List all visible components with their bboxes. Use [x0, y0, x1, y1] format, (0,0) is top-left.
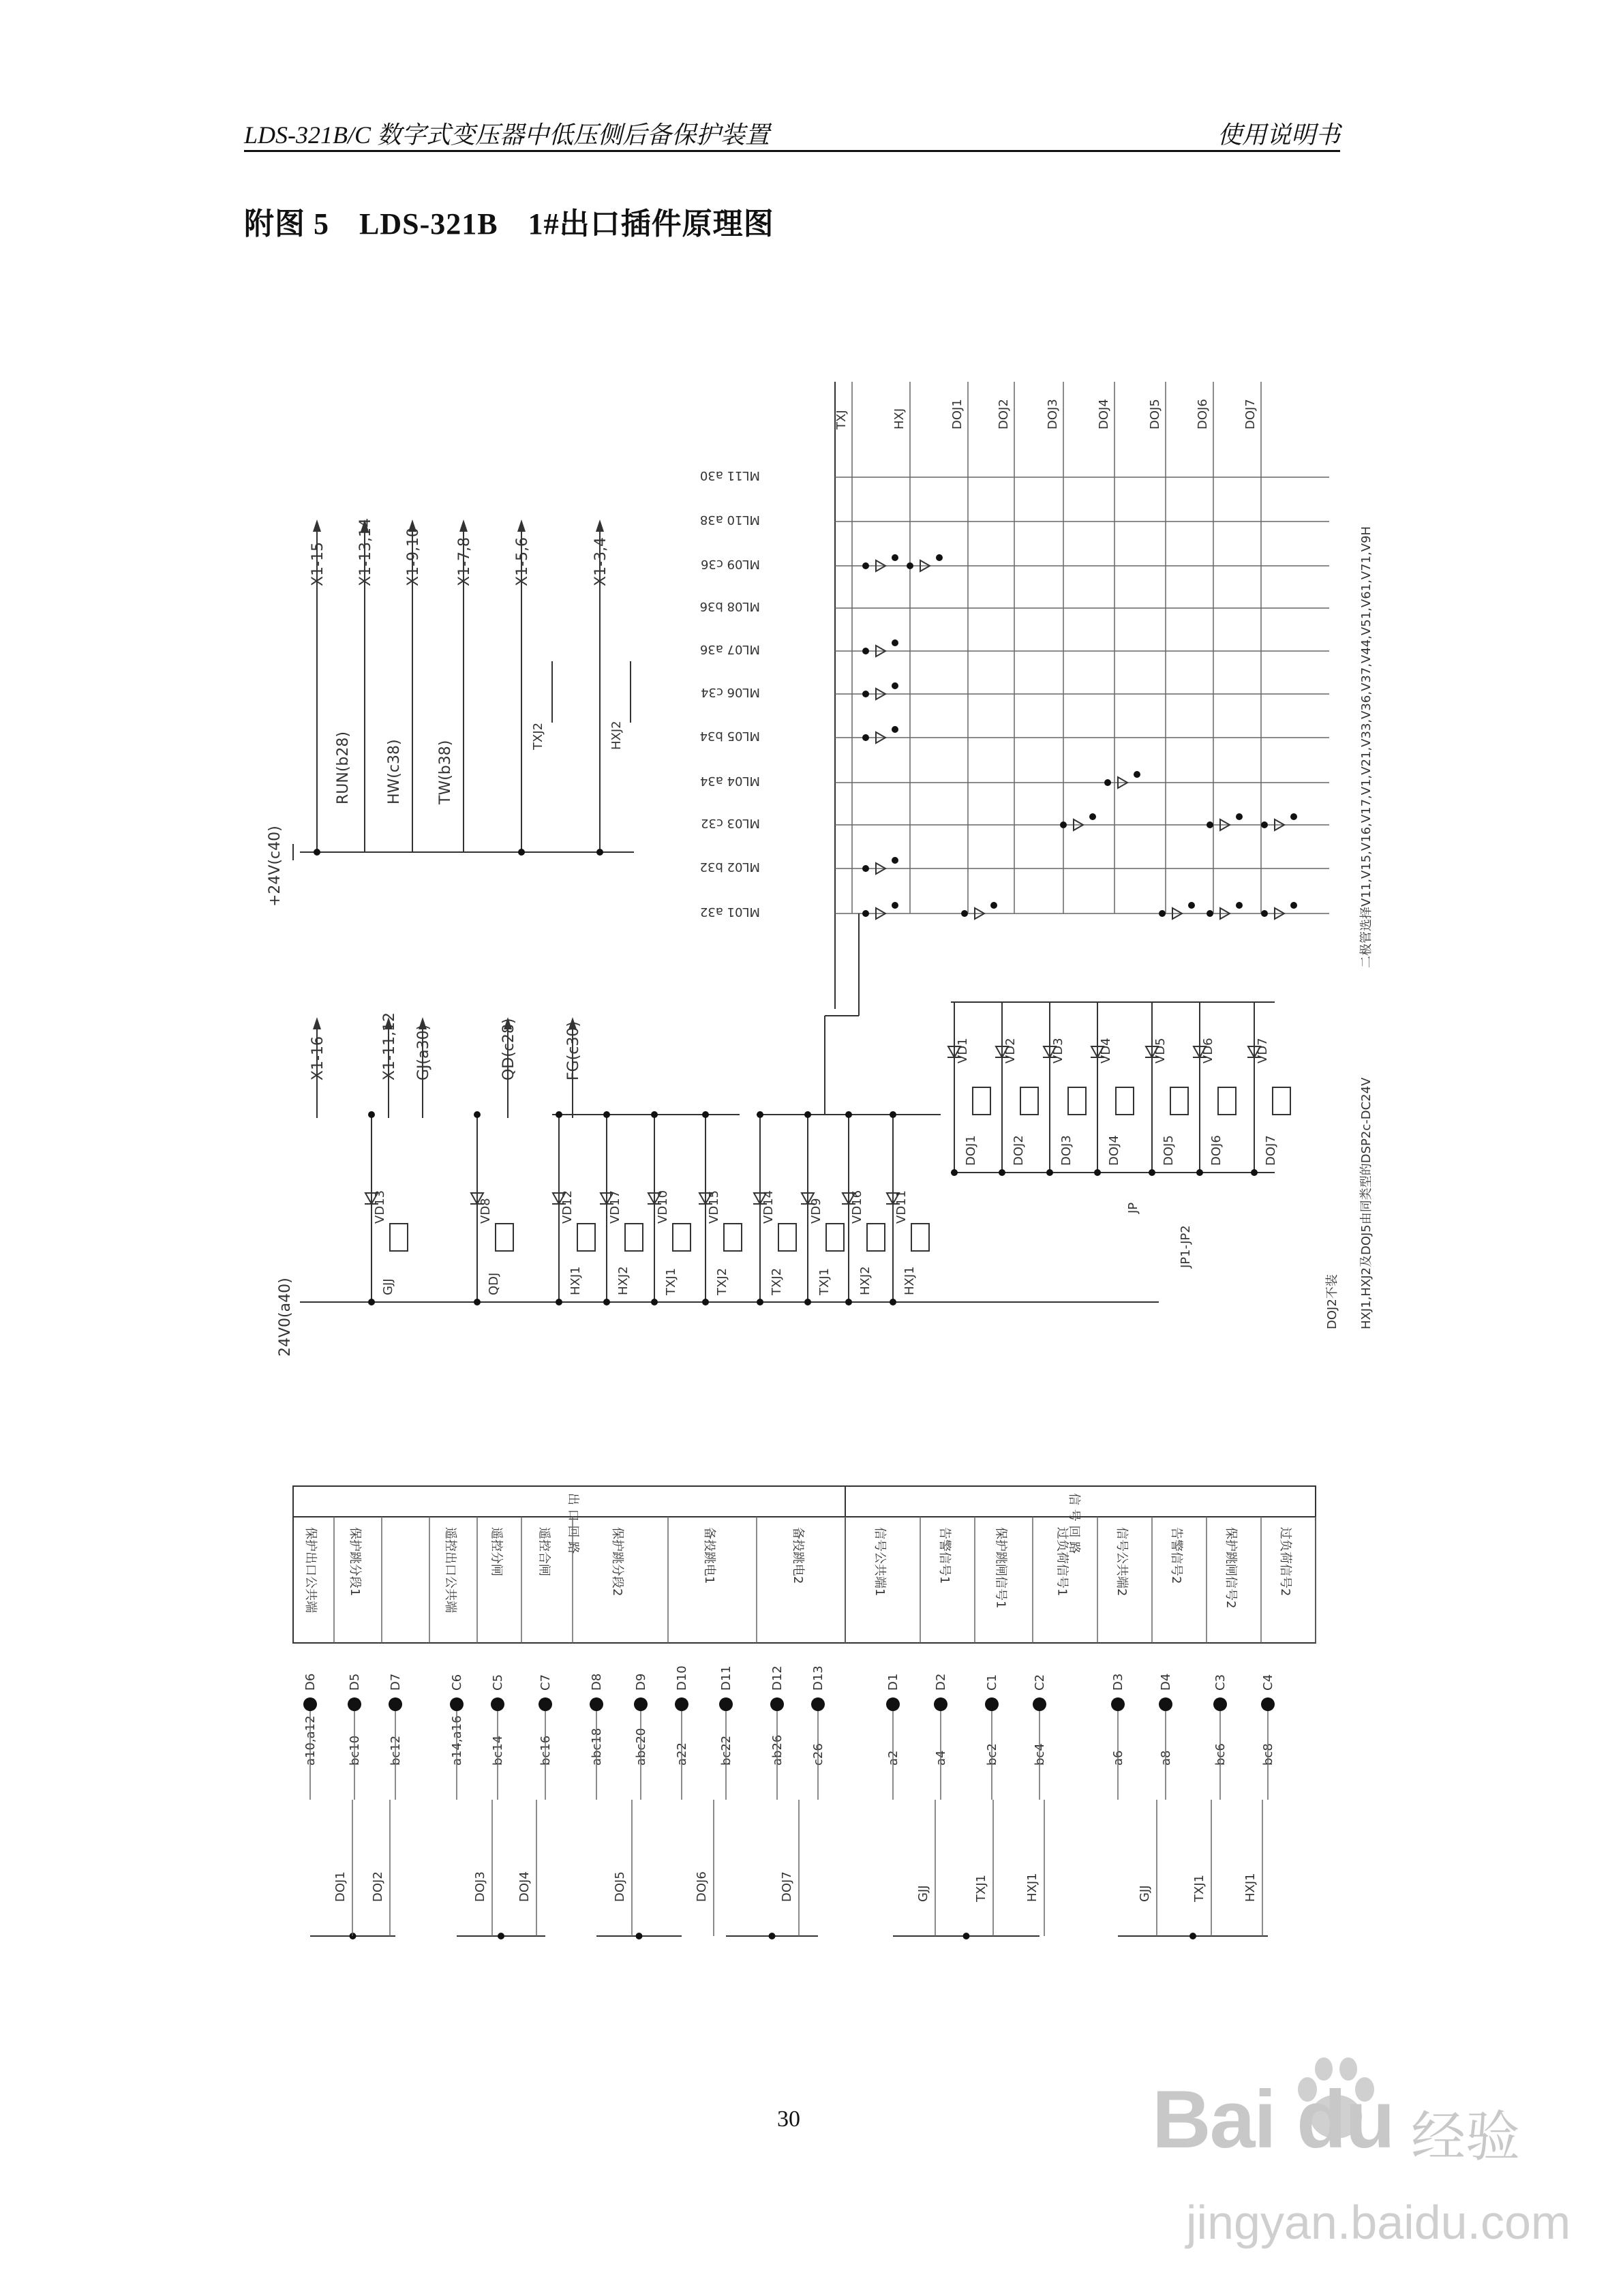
figure-text: 1#出口插件原理图 — [528, 207, 774, 241]
column-label: DOJ3 — [1046, 399, 1060, 429]
mid-diode-label: VD12 — [560, 1190, 575, 1224]
junction-dot — [1159, 910, 1166, 917]
mid-output-label: QD(c28) — [500, 1018, 517, 1081]
mid-relay-icon — [724, 1224, 742, 1251]
junction-dot — [1236, 902, 1243, 909]
out-relay-label: DOJ3 — [1059, 1135, 1074, 1166]
column-label: DOJ6 — [1196, 399, 1210, 429]
terminal-label: D10 — [675, 1665, 689, 1691]
matrix-row-label: ML08 b36 — [699, 599, 760, 614]
watermark-url: jingyan.baidu.com — [1186, 2196, 1571, 2249]
junction-dot — [1188, 902, 1195, 909]
terminal-label: D1 — [886, 1673, 900, 1691]
terminal-icon — [770, 1697, 784, 1711]
mid-relay-label: TXJ1 — [817, 1267, 832, 1295]
terminal-label: D3 — [1111, 1673, 1125, 1691]
table-cell-label: 保护跳分段1 — [348, 1527, 362, 1597]
out-relay-icon — [1116, 1087, 1134, 1115]
junction-dot — [1261, 910, 1268, 917]
page-number: 30 — [777, 2106, 800, 2132]
table-cell-label: 遥控出口公共端 — [443, 1527, 457, 1613]
junction-dot — [1094, 1169, 1101, 1176]
terminal-label: C2 — [1033, 1674, 1047, 1691]
mid-relay-label: GJJ — [381, 1278, 395, 1295]
mid-diode-label: VD13 — [373, 1190, 387, 1224]
table-cell-label: 遥控合闸 — [536, 1527, 551, 1576]
mid-relay-label: TXJ2 — [715, 1267, 729, 1295]
terminal-pin-label: a10,a12 — [303, 1715, 318, 1766]
bottom-contact-label: DOJ6 — [695, 1871, 709, 1902]
terminal-label: C6 — [450, 1674, 464, 1691]
mid-relay-icon — [496, 1224, 513, 1251]
terminal-icon — [811, 1697, 825, 1711]
junction-dot — [890, 1111, 896, 1118]
table-cell-label: 过负荷信号1 — [1055, 1527, 1070, 1597]
out-relay-label: DOJ6 — [1209, 1135, 1224, 1166]
matrix-row-label: ML10 a38 — [699, 513, 760, 527]
terminal-pin-label: abc18 — [590, 1727, 604, 1766]
terminal-pin-label: a14,a16 — [450, 1715, 464, 1766]
junction-dot — [1149, 1169, 1155, 1176]
mid-relay-label: HXJ1 — [902, 1266, 917, 1295]
junction-dot — [892, 902, 898, 909]
mid-relay-icon — [826, 1224, 844, 1251]
terminal-label: D6 — [303, 1673, 318, 1691]
out-diode-label: VD4 — [1099, 1038, 1113, 1063]
output-label: X1-15 — [309, 541, 327, 586]
mid-output-label: GJ(a30) — [415, 1024, 432, 1081]
arrow-up-icon — [517, 519, 526, 532]
terminal-pin-label: bc4 — [1033, 1743, 1047, 1766]
out-diode-label: VD1 — [956, 1038, 970, 1063]
junction-dot — [368, 1111, 375, 1118]
mid-relay-icon — [867, 1224, 885, 1251]
junction-dot — [804, 1299, 811, 1305]
junction-dot — [936, 554, 943, 561]
matrix-row-label: ML09 c36 — [701, 557, 760, 571]
out-relay-icon — [1218, 1087, 1236, 1115]
junction-dot — [1196, 1169, 1203, 1176]
out-relay-icon — [1170, 1087, 1188, 1115]
terminal-label: C7 — [539, 1674, 553, 1691]
junction-dot — [1261, 821, 1268, 828]
bottom-contact-label: TXJ1 — [974, 1874, 988, 1902]
output-label: X1-3,4 — [592, 537, 609, 586]
terminal-label: C3 — [1213, 1674, 1228, 1691]
out-relay-label: DOJ4 — [1107, 1135, 1121, 1166]
junction-dot — [757, 1299, 763, 1305]
arrow-up-icon — [313, 519, 321, 532]
junction-dot — [474, 1111, 481, 1118]
terminal-pin-label: a22 — [675, 1742, 689, 1766]
table-cell-label: 告警信号1 — [937, 1527, 952, 1584]
mid-relay-label: QDJ — [487, 1272, 501, 1295]
junction-dot — [556, 1299, 562, 1305]
watermark-cn: 经验 — [1411, 2105, 1520, 2169]
terminal-label: C1 — [985, 1674, 999, 1691]
table-cell-label: 保护跳闸信号1 — [993, 1527, 1008, 1609]
terminal-pin-label: bc16 — [539, 1735, 553, 1766]
junction-dot — [1207, 821, 1213, 828]
terminal-icon — [985, 1697, 999, 1711]
matrix-row-label: ML04 a34 — [699, 774, 760, 788]
terminal-label: D9 — [634, 1673, 648, 1691]
junction-dot — [603, 1299, 610, 1305]
matrix-row-label: ML06 c34 — [701, 685, 760, 699]
signal-label: RUN(b28) — [335, 731, 352, 804]
junction-dot — [892, 857, 898, 864]
junction-dot — [636, 1933, 643, 1939]
junction-dot — [1290, 902, 1297, 909]
junction-dot — [1236, 813, 1243, 820]
out-relay-icon — [973, 1087, 990, 1115]
terminal-icon — [719, 1697, 733, 1711]
terminal-icon — [886, 1697, 900, 1711]
terminal-pin-label: a2 — [886, 1750, 900, 1766]
table-cell-label: 备投跳电1 — [702, 1527, 716, 1584]
out-diode-label: VD7 — [1256, 1038, 1270, 1063]
junction-dot — [368, 1299, 375, 1305]
terminal-icon — [303, 1697, 317, 1711]
column-label: TXJ — [834, 410, 849, 429]
terminal-pin-label: bc22 — [719, 1735, 733, 1766]
junction-dot — [769, 1933, 776, 1939]
bottom-contact-label: HXJ1 — [1243, 1873, 1258, 1902]
mid-relay-label: HXJ1 — [568, 1266, 583, 1295]
mid-diode-label: VD17 — [608, 1190, 622, 1224]
junction-dot — [892, 726, 898, 733]
bottom-contact-label: DOJ2 — [371, 1871, 385, 1902]
junction-dot — [1251, 1169, 1258, 1176]
table-cell-label: 信号公共端2 — [1114, 1527, 1129, 1597]
out-relay-icon — [1273, 1087, 1290, 1115]
out-diode-label: VD5 — [1153, 1038, 1168, 1063]
table-cell-label: 告警信号2 — [1169, 1527, 1183, 1584]
junction-dot — [862, 562, 869, 569]
mid-relay-label: TXJ2 — [770, 1267, 784, 1295]
junction-dot — [1089, 813, 1096, 820]
column-label: DOJ1 — [950, 399, 965, 429]
junction-dot — [862, 734, 869, 741]
jumper-label: JP — [1126, 1202, 1140, 1213]
out-relay-label: DOJ5 — [1162, 1135, 1176, 1166]
junction-dot — [1189, 1933, 1196, 1939]
out-relay-label: DOJ7 — [1264, 1135, 1278, 1166]
mid-relay-icon — [390, 1224, 408, 1251]
signal-label: HW(c38) — [386, 739, 403, 804]
out-diode-label: VD3 — [1051, 1038, 1065, 1063]
column-label: DOJ7 — [1243, 399, 1258, 429]
mid-diode-label: VD14 — [761, 1190, 776, 1224]
bottom-contact-label: GJJ — [1138, 1885, 1152, 1902]
bottom-contact-label: DOJ1 — [333, 1871, 348, 1902]
column-label: HXJ — [892, 408, 907, 429]
table-cell-label: 保护跳分段2 — [610, 1527, 624, 1597]
junction-dot — [999, 1169, 1005, 1176]
contact-label: TXJ2 — [531, 722, 545, 750]
junction-dot — [963, 1933, 970, 1939]
terminal-icon — [450, 1697, 464, 1711]
terminal-icon — [634, 1697, 648, 1711]
junction-dot — [702, 1299, 709, 1305]
matrix-row-label: ML11 a30 — [699, 468, 760, 483]
terminal-pin-label: bc8 — [1261, 1743, 1275, 1766]
mid-diode-label: VD15 — [707, 1190, 721, 1224]
table-cell-label: 过负荷信号2 — [1278, 1527, 1292, 1597]
note-text: DOJ2不装 — [1325, 1274, 1339, 1329]
terminal-pin-label: a6 — [1111, 1750, 1125, 1766]
junction-dot — [596, 849, 603, 856]
output-label: X1-13,14 — [357, 518, 374, 586]
column-label: DOJ4 — [1097, 399, 1111, 429]
out-relay-icon — [1020, 1087, 1038, 1115]
mid-relay-icon — [911, 1224, 929, 1251]
matrix-row-label: ML05 b34 — [699, 729, 760, 743]
junction-dot — [845, 1299, 852, 1305]
table-cell-label: 备投跳电2 — [791, 1527, 805, 1584]
figure-model: LDS-321B — [359, 207, 498, 241]
terminal-label: D2 — [934, 1673, 948, 1691]
terminal-label: D8 — [590, 1673, 604, 1691]
out-relay-icon — [1068, 1087, 1086, 1115]
table-group-label: 出 口 回 路 — [566, 1493, 580, 1554]
terminal-pin-label: bc6 — [1213, 1743, 1228, 1766]
arrow-up-icon — [459, 519, 468, 532]
junction-dot — [314, 849, 320, 856]
matrix-row-label: ML07 a36 — [699, 642, 760, 656]
matrix-row-label: ML02 b32 — [699, 860, 760, 874]
bottom-contact-label: TXJ1 — [1192, 1874, 1207, 1902]
column-label: DOJ2 — [997, 399, 1011, 429]
junction-dot — [845, 1111, 852, 1118]
junction-dot — [862, 691, 869, 697]
terminal-icon — [1213, 1697, 1227, 1711]
table-cell-label: 保护出口公共端 — [303, 1527, 318, 1613]
output-label: X1-7,8 — [456, 537, 473, 586]
terminal-label: D11 — [719, 1665, 733, 1691]
terminal-icon — [675, 1697, 688, 1711]
terminal-label: D13 — [811, 1665, 825, 1691]
junction-dot — [603, 1111, 610, 1118]
matrix-row-label: ML03 c32 — [701, 816, 760, 830]
junction-dot — [961, 910, 968, 917]
table-cell-label: 信号公共端1 — [873, 1527, 887, 1597]
terminal-icon — [1261, 1697, 1275, 1711]
baidu-watermark — [1125, 2052, 1571, 2263]
output-label: X1-5,6 — [514, 537, 531, 586]
junction-dot — [862, 910, 869, 917]
junction-dot — [862, 865, 869, 872]
mid-relay-label: HXJ2 — [616, 1266, 631, 1295]
bottom-contact-label: DOJ7 — [780, 1871, 794, 1902]
terminal-icon — [934, 1697, 947, 1711]
out-relay-label: DOJ2 — [1012, 1135, 1026, 1166]
junction-dot — [804, 1111, 811, 1118]
mid-output-label: X1-11,12 — [381, 1012, 398, 1081]
terminal-pin-label: ab26 — [770, 1734, 785, 1766]
terminal-pin-label: bc10 — [348, 1735, 362, 1766]
terminal-label: D7 — [389, 1673, 403, 1691]
junction-dot — [951, 1169, 958, 1176]
jumper-label: JP1-JP2 — [1179, 1225, 1193, 1268]
terminal-pin-label: abc20 — [634, 1727, 648, 1766]
junction-dot — [757, 1111, 763, 1118]
mid-relay-label: HXJ2 — [858, 1266, 873, 1295]
mid-relay-icon — [577, 1224, 595, 1251]
mid-diode-label: VD8 — [479, 1198, 493, 1224]
junction-dot — [1207, 910, 1213, 917]
bottom-contact-label: DOJ3 — [473, 1871, 487, 1902]
terminal-pin-label: a8 — [1159, 1750, 1173, 1766]
terminal-pin-label: bc2 — [985, 1743, 999, 1766]
junction-dot — [498, 1933, 504, 1939]
terminal-icon — [1159, 1697, 1172, 1711]
junction-dot — [862, 648, 869, 654]
terminal-icon — [1033, 1697, 1046, 1711]
header-left-title: LDS-321B/C 数字式变压器中低压侧后备保护装置 — [244, 121, 770, 149]
junction-dot — [890, 1299, 896, 1305]
terminal-icon — [1111, 1697, 1125, 1711]
junction-dot — [1060, 821, 1067, 828]
terminal-label: C4 — [1261, 1674, 1275, 1691]
header-right-title: 使用说明书 — [1217, 121, 1340, 149]
terminal-label: D4 — [1159, 1673, 1173, 1691]
watermark-brand: Bai du — [1152, 2074, 1394, 2165]
junction-dot — [702, 1111, 709, 1118]
mid-output-label: X1-16 — [309, 1036, 327, 1081]
junction-dot — [892, 554, 898, 561]
junction-dot — [892, 682, 898, 689]
junction-dot — [1134, 771, 1140, 778]
table-cell-label: 保护跳闸信号2 — [1224, 1527, 1238, 1609]
mid-diode-label: VD9 — [809, 1198, 823, 1224]
bottom-contact-label: DOJ4 — [517, 1871, 532, 1902]
junction-dot — [651, 1299, 658, 1305]
terminal-label: D5 — [348, 1673, 362, 1691]
terminal-label: D12 — [770, 1665, 785, 1691]
table-group-label: 信 号 回 路 — [1067, 1493, 1081, 1554]
column-label: DOJ5 — [1148, 399, 1162, 429]
junction-dot — [1104, 779, 1111, 786]
terminal-pin-label: c26 — [811, 1743, 825, 1766]
terminal-pin-label: bc14 — [491, 1735, 505, 1766]
mid-relay-label: TXJ1 — [664, 1267, 678, 1295]
arrow-up-icon — [313, 1017, 321, 1029]
mid-diode-label: VD11 — [894, 1190, 909, 1224]
note-text: 二极管选择V11,V15,V16,V17,V1,V21,V33,V36,V37,V44,V51,V61,V71,V9H — [1359, 526, 1374, 968]
figure-prefix: 附图 5 — [244, 207, 329, 241]
junction-dot — [907, 562, 913, 569]
terminal-icon — [348, 1697, 361, 1711]
bottom-contact-label: GJJ — [916, 1885, 930, 1902]
terminal-label: C5 — [491, 1674, 505, 1691]
terminal-pin-label: bc12 — [389, 1735, 403, 1766]
junction-dot — [651, 1111, 658, 1118]
supply-pos-label: +24V(c40) — [267, 826, 284, 907]
junction-dot — [474, 1299, 481, 1305]
matrix-row-label: ML01 a32 — [699, 905, 760, 919]
bottom-contact-label: DOJ5 — [613, 1871, 627, 1902]
mid-output-label: FG(c30) — [565, 1021, 582, 1081]
signal-label: TW(b38) — [437, 740, 454, 804]
terminal-icon — [539, 1697, 552, 1711]
mid-diode-label: VD10 — [656, 1190, 670, 1224]
contact-label: HXJ2 — [609, 721, 624, 750]
terminal-icon — [389, 1697, 402, 1711]
output-label: X1-9,10 — [405, 528, 422, 586]
mid-relay-icon — [778, 1224, 796, 1251]
terminal-icon — [590, 1697, 603, 1711]
mid-relay-icon — [625, 1224, 643, 1251]
out-relay-label: DOJ1 — [964, 1135, 978, 1166]
junction-dot — [518, 849, 525, 856]
supply-neg-label: 24V0(a40) — [277, 1278, 294, 1357]
junction-dot — [892, 639, 898, 646]
junction-dot — [1290, 813, 1297, 820]
out-diode-label: VD2 — [1003, 1038, 1018, 1063]
mid-diode-label: VD16 — [850, 1190, 864, 1224]
arrow-up-icon — [596, 519, 604, 532]
out-diode-label: VD6 — [1201, 1038, 1215, 1063]
junction-dot — [556, 1111, 562, 1118]
note-text: HXJ1,HXJ2及DOJ5由同类型的DSP2c-DC24V — [1359, 1077, 1374, 1329]
junction-dot — [1046, 1169, 1053, 1176]
terminal-icon — [491, 1697, 504, 1711]
bottom-contact-label: HXJ1 — [1025, 1873, 1040, 1902]
junction-dot — [990, 902, 997, 909]
table-cell-label: 遥控分闸 — [489, 1527, 504, 1576]
terminal-pin-label: a4 — [934, 1750, 948, 1766]
mid-relay-icon — [673, 1224, 691, 1251]
